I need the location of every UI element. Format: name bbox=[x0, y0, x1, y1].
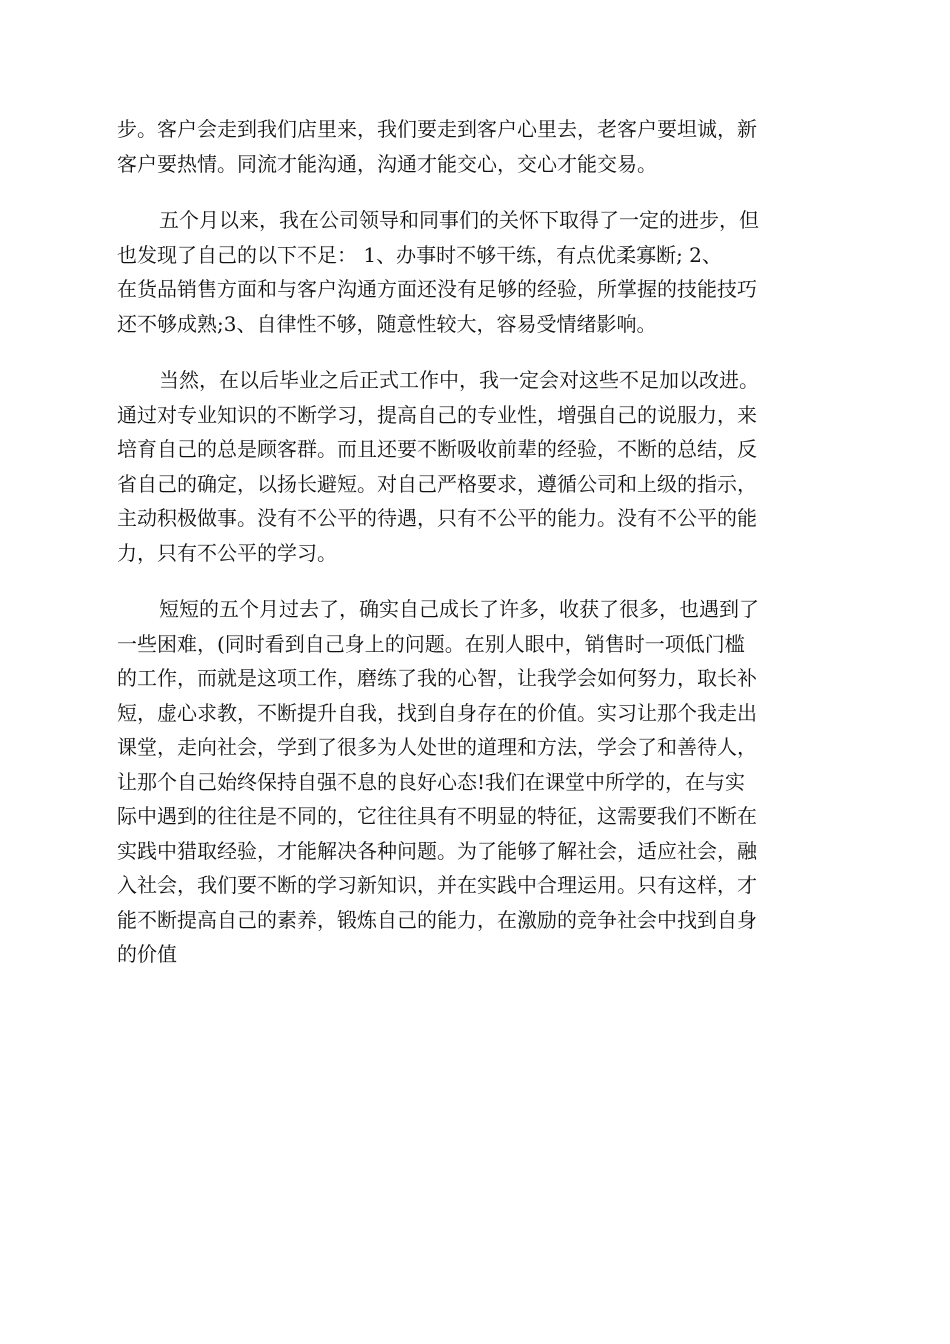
paragraph-3: 当然，在以后毕业之后正式工作中，我一定会对这些不足加以改进。 通过对专业知识的不断学习，提高自己的专业性，增强自己的说服力，来 培育自己的总是顾客群。而且还要不断吸收前辈的经验，不断的总结，反 省自己的确定，以扬长避短。对自己严格要求，遵循公司和上级的指示， 主动积极做事。没有不公平的待遇，只有不公平的能力。没有不公平的能 力，只有不公平的学习。 bbox=[117, 368, 759, 565]
paragraph-2: 五个月以来，我在公司领导和同事们的关怀下取得了一定的进步，但 也发现了自己的以下不足： 1、办事时不够干练，有点优柔寡断; 2、 在货品销售方面和与客户沟通方面还没有足够的经验，所掌握的技能技巧 还不够成熟;3、自律性不够，随意性较大，容易受情绪影响。 bbox=[117, 208, 759, 336]
paragraph-1: 步。客户会走到我们店里来，我们要走到客户心里去，老客户要坦诚，新 客户要热情。同流才能沟通，沟通才能交心，交心才能交易。 bbox=[117, 117, 757, 176]
paragraph-4: 短短的五个月过去了，确实自己成长了许多，收获了很多，也遇到了 一些困难，(同时看到自己身上的问题。在别人眼中，销售时一项低门槛 的工作，而就是这项工作，磨练了我的心智，让我学会如何努力，取长补 短，虚心求教，不断提升自我，找到自身存在的价值。实习让那个我走出 课堂，走向社会，学到了很多为人处世的道理和方法，学会了和善待人， 让那个自己始终保持自强不息的良好心态!我们在课堂中所学的，在与实 际中遇到的往往是不同的，它往往具有不明显的特征，这需要我们不断在 实践中猎取经验，才能解决各种问题。为了能够了解社会，适应社会，融 入社会，我们要不断的学习新知识，并在实践中合理运用。只有这样，才 能不断提高自己的素养，锻炼自己的能力，在激励的竞争社会中找到自身 的价值 bbox=[117, 597, 759, 966]
document-body bbox=[117, 112, 831, 994]
